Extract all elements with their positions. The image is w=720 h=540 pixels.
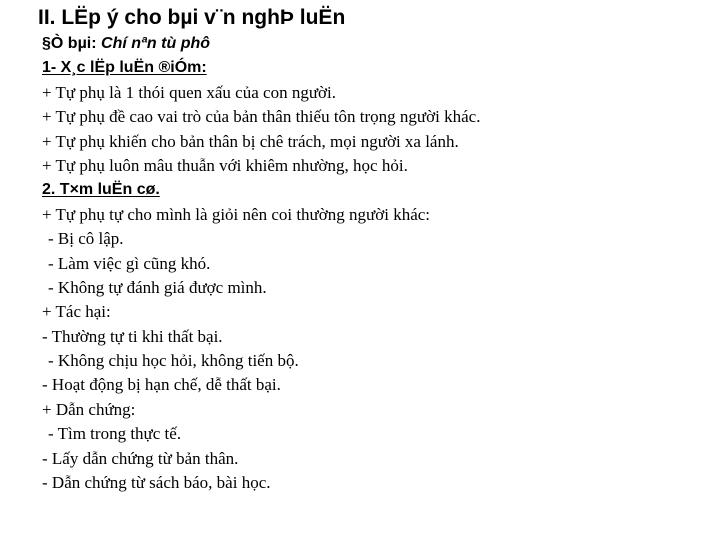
section2-item: - Hoạt động bị hạn chế, dễ thất bại. xyxy=(42,375,281,395)
section1-heading-text: 1- X¸c lËp luËn ®iÓm: xyxy=(42,59,207,77)
subject-value: Chí nªn tù phô xyxy=(101,35,211,52)
content-body xyxy=(42,32,720,495)
section2-item: - Không tự đánh giá được mình. xyxy=(48,277,267,297)
section2-item: - Thường tự ti khi thất bại. xyxy=(42,326,223,346)
section2-item: - Tìm trong thực tế. xyxy=(48,424,182,444)
section1-heading xyxy=(42,56,720,80)
section1-item: + Tự phụ đề cao vai trò của bản thân thiếu tôn trọng người khác. xyxy=(42,107,481,127)
section2-item: - Làm việc gì cũng khó. xyxy=(48,253,211,273)
slide-title: II. LËp ý cho bµi v¨n nghÞ luËn xyxy=(38,6,346,29)
section2-item: - Không chịu học hỏi, không tiến bộ. xyxy=(48,351,299,371)
section1-item: + Tự phụ luôn mâu thuẫn với khiêm nhường, học hỏi. xyxy=(42,155,408,175)
section2-item: + Dẫn chứng: xyxy=(42,399,136,419)
section2-heading xyxy=(42,178,720,202)
section2-heading-text: 2. T×m luËn cø. xyxy=(42,181,160,199)
section2-item: + Tự phụ tự cho mình là giỏi nên coi thường người khác: xyxy=(42,204,431,224)
section2-item: - Dẫn chứng từ sách báo, bài học. xyxy=(42,473,271,493)
section2-item: - Bị cô lập. xyxy=(48,229,124,249)
section1-item: + Tự phụ là 1 thói quen xấu của con người. xyxy=(42,82,336,102)
section2-item: + Tác hại: xyxy=(42,302,111,322)
subject-label: §Ò bµi: xyxy=(42,35,97,52)
subject-line xyxy=(42,32,720,56)
section1-item: + Tự phụ khiến cho bản thân bị chê trách, mọi người xa lánh. xyxy=(42,131,459,151)
section2-item: - Lấy dẫn chứng từ bản thân. xyxy=(42,448,239,468)
